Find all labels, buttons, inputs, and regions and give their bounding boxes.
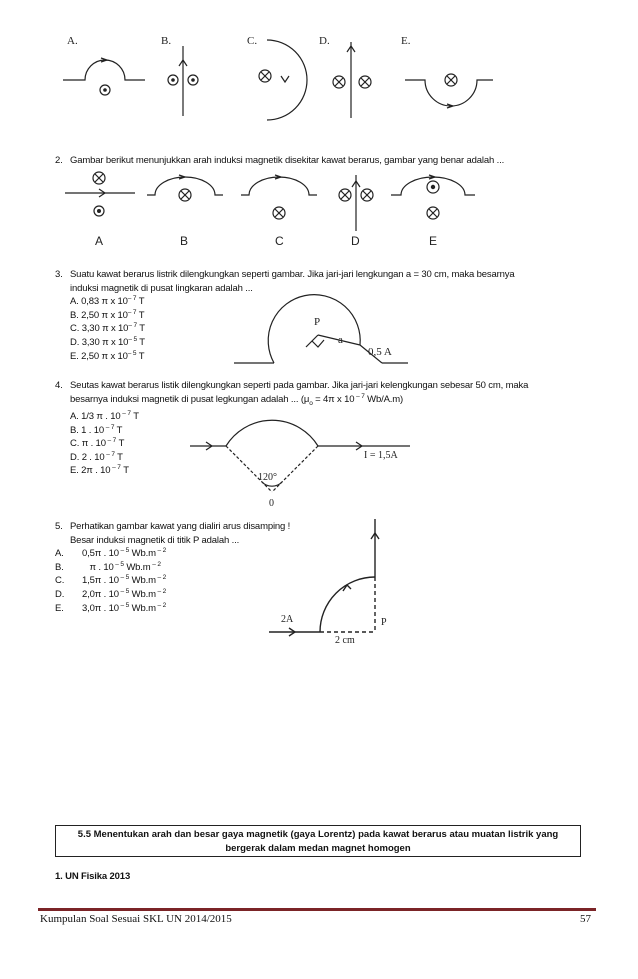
page-number: 57 (580, 913, 591, 925)
fig5-dist-label: 2 cm (335, 635, 355, 645)
fig4-current-label: I = 1,5A (364, 450, 398, 461)
fig5-current-label: 2A (281, 614, 294, 625)
fig1-label-c: C. (247, 35, 258, 47)
fig1-label-d: D. (319, 35, 330, 47)
question-line: Besar induksi magnetik di titik P adalah ... (70, 534, 240, 546)
fig3-a-label: a (338, 334, 343, 346)
fig2-label-a: A (95, 234, 104, 248)
option-b: B. 1 . 10 $^{- 7}$ T (70, 423, 123, 436)
footer-title: Kumpulan Soal Sesuai SKL UN 2014/2015 (40, 913, 232, 925)
fig4-angle-label: 120° (258, 472, 277, 483)
fig3-current-label: 0,5 A (368, 346, 392, 358)
figure-5 (265, 515, 390, 645)
option-b: B. π . 10 $^{- 5}$ Wb.m $^{- 2}$ (55, 560, 161, 573)
question-line: Suatu kawat berarus listrik dilengkungkan seperti gambar. Jika jari-jari lengkungan a = 30 cm, maka besarnya (70, 269, 515, 280)
fig1-label-a: A. (67, 35, 78, 47)
option-a: A. 1/3 π . 10 $^{- 7}$ T (70, 410, 139, 423)
option-a: A. 0,83 π x $10^{- 7}$ T (70, 295, 145, 308)
subsection-title: 1. UN Fisika 2013 (55, 871, 131, 882)
footer-divider (38, 908, 596, 911)
option-e: E. 2,50 π x $10^{- 5}$ T (70, 349, 145, 362)
fig4-origin-label: 0 (269, 498, 274, 509)
fig3-p-label: P (314, 316, 321, 328)
question-text: Gambar berikut menunjukkan arah induksi magnetik disekitar kawat berarus, gambar yang benar adalah ... (70, 155, 505, 166)
section-heading-box (55, 825, 581, 857)
figure-2 (55, 165, 485, 250)
option-d: D. 3,30 π x $10^{- 5}$ T (70, 335, 145, 348)
fig1-label-b: B. (161, 35, 172, 47)
question-line: Seutas kawat berarus listik dilengkungkan seperti pada gambar. Jika jari-jari kelengkungan sebesar 50 cm, maka (70, 380, 529, 391)
section-heading-line-1: 5.5 Menentukan arah dan besar gaya magnetik (gaya Lorentz) pada kawat berarus atau muatan listrik yang (77, 829, 559, 840)
question-number: 4. (55, 380, 63, 391)
question-number: 2. (55, 155, 63, 166)
question-number: 3. (55, 269, 63, 280)
option-d: D. 2,0π . 10 $^{- 5}$ Wb.m $^{- 2}$ (55, 587, 167, 600)
section-heading-line-2: bergerak dalam medan magnet homogen (225, 843, 411, 854)
option-c: C. 3,30 π x $10^{- 7}$ T (70, 322, 145, 335)
fig2-label-d: D (351, 234, 360, 248)
option-e: E. 3,0π . 10 $^{- 5}$ Wb.m $^{- 2}$ (55, 601, 167, 614)
question-5 (55, 520, 290, 615)
question-line: besarnya induksi magnetik di pusat legkungan adalah ... ($\mu_o = 4\pi$ x 10 $^{- 7}$ Wb/A.m) (70, 392, 404, 407)
fig1-label-e: E. (401, 35, 411, 47)
option-c: C. 1,5π . 10 $^{- 5}$ Wb.m $^{- 2}$ (55, 574, 167, 587)
option-d: D. 2 . 10 $^{- 7}$ T (70, 450, 123, 463)
figure-4 (188, 412, 420, 512)
option-a: A. 0,5π . 10 $^{- 5}$ Wb.m $^{- 2}$ (55, 547, 167, 560)
fig2-label-b: B (180, 234, 189, 248)
fig2-label-c: C (275, 234, 284, 248)
fig5-p-label: P (381, 617, 387, 628)
question-number: 5. (55, 521, 63, 532)
figure-1 (55, 28, 495, 124)
question-line: induksi magnetik di pusat lingkaran adalah ... (70, 282, 253, 294)
option-c: C. π . 10 $^{- 7}$ T (70, 437, 125, 450)
figure-3 (232, 285, 412, 369)
option-e: E. 2π . 10 $^{- 7}$ T (70, 464, 129, 477)
fig2-label-e: E (429, 234, 438, 248)
option-b: B. 2,50 π x $10^{- 7}$ T (70, 308, 145, 321)
question-line: Perhatikan gambar kawat yang dialiri arus disamping ! (70, 521, 291, 532)
